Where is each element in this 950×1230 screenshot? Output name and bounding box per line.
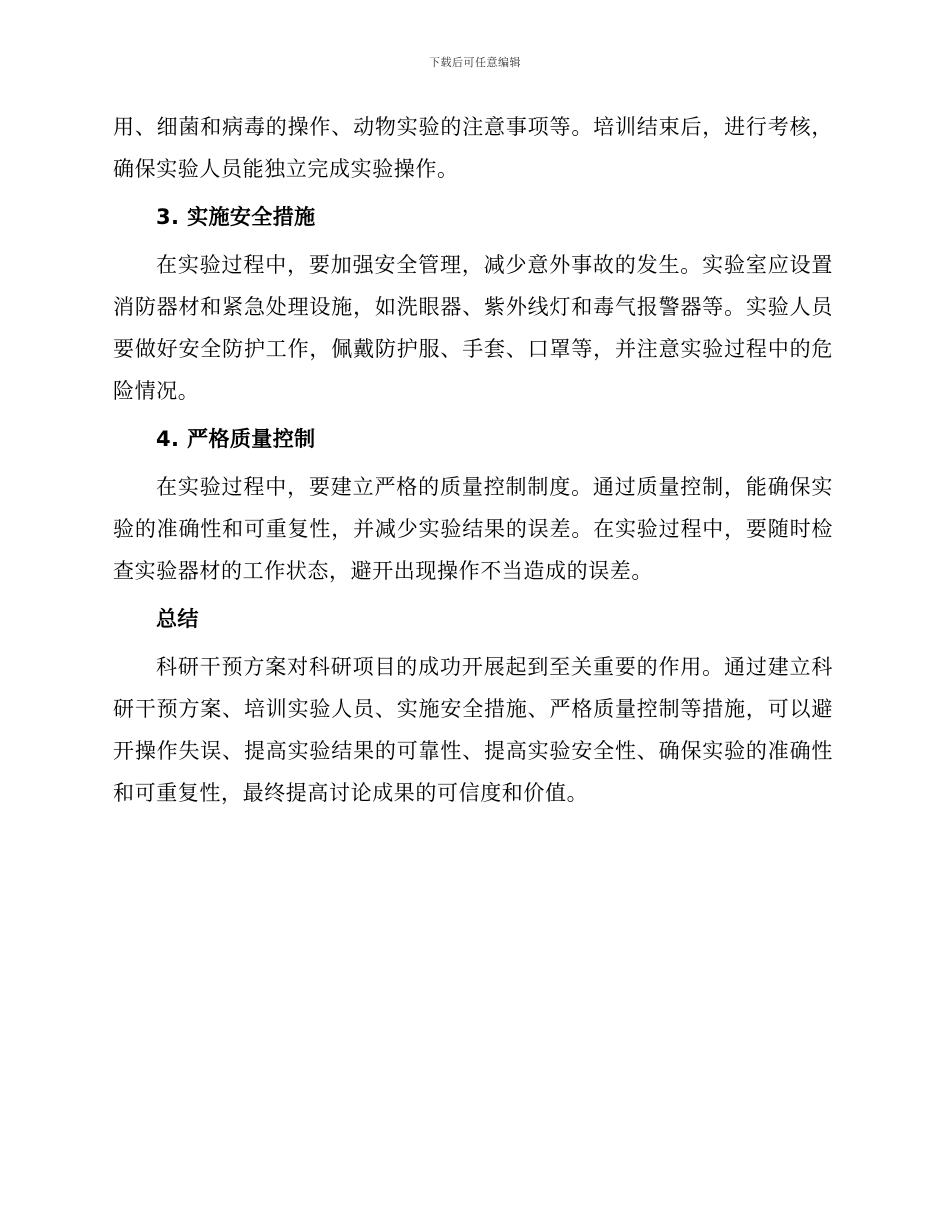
document-body: [113, 106, 833, 814]
section-heading-quality: 4. 严格质量控制: [156, 427, 316, 451]
header-note: 下载后可任意编辑: [429, 56, 521, 69]
section-heading-safety: 3. 实施安全措施: [156, 205, 316, 229]
section-heading-summary: 总结: [156, 607, 199, 631]
paragraph-safety: 在实验过程中，要加强安全管理，减少意外事故的发生。实验室应设置消防器材和紧急处理设施，如洗眼器、紫外线灯和毒气报警器等。实验人员要做好安全防护工作，佩戴防护服、手套、口罩等，并注意实验过程中的危险情况。: [113, 253, 833, 403]
paragraph-summary: 科研干预方案对科研项目的成功开展起到至关重要的作用。通过建立科研干预方案、培训实验人员、实施安全措施、严格质量控制等措施，可以避开操作失误、提高实验结果的可靠性、提高实验安全性、确保实验的准确性和可重复性，最终提高讨论成果的可信度和价值。: [113, 655, 833, 805]
paragraph-quality: 在实验过程中，要建立严格的质量控制制度。通过质量控制，能确保实验的准确性和可重复性，并减少实验结果的误差。在实验过程中，要随时检查实验器材的工作状态，避开出现操作不当造成的误差。: [113, 475, 833, 583]
paragraph-training-continued: 用、细菌和病毒的操作、动物实验的注意事项等。培训结束后，进行考核，确保实验人员能独立完成实验操作。: [113, 115, 833, 181]
